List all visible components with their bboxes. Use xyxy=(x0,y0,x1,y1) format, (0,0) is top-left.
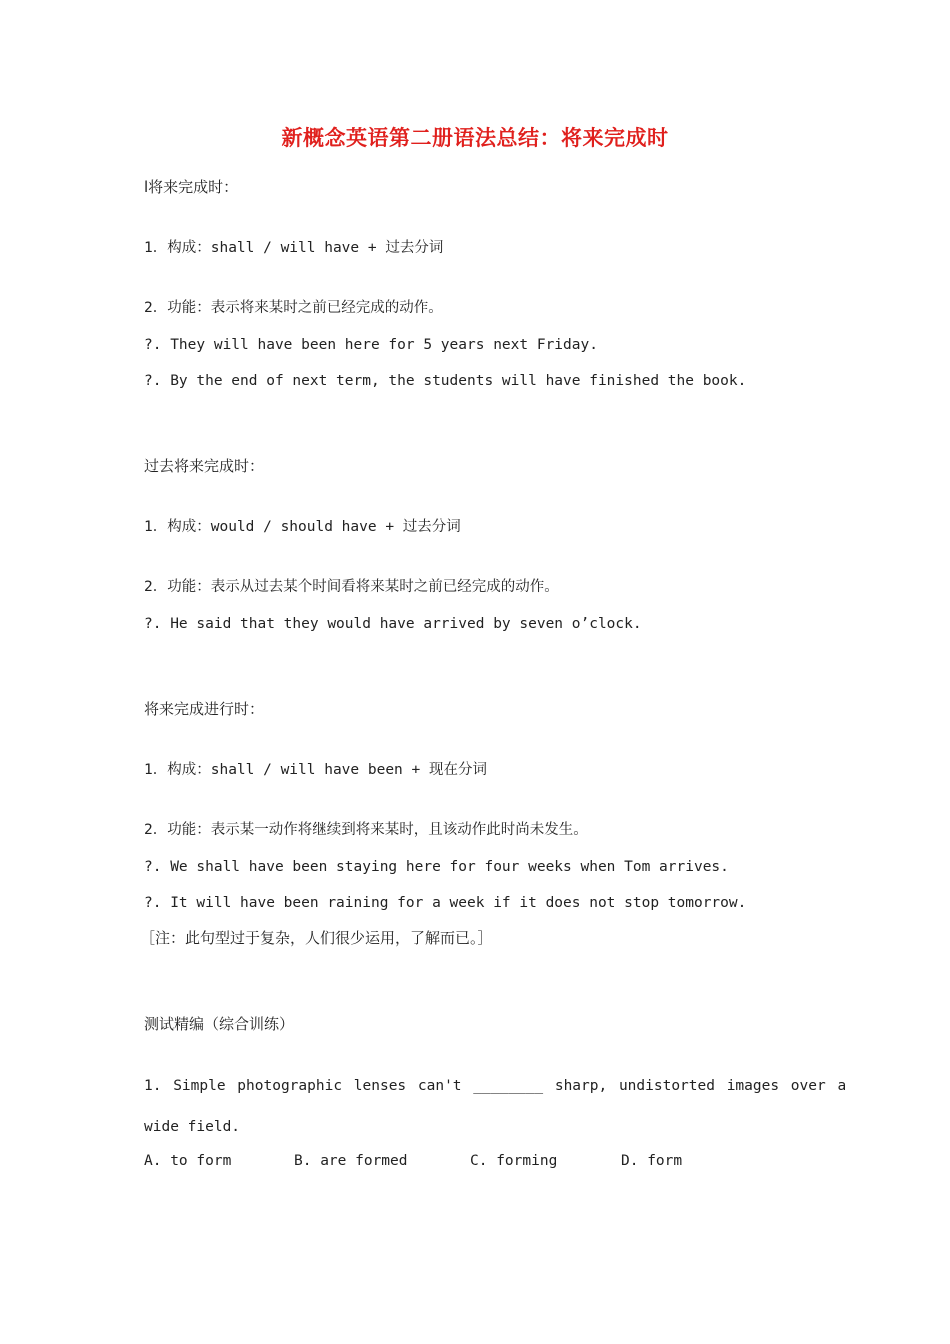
structure-line: 1．构成：would / should have + 过去分词 xyxy=(144,519,461,535)
function-line: 2．功能：表示将来某时之前已经完成的动作。 xyxy=(144,300,443,316)
option-a: A. to form xyxy=(144,1153,232,1169)
exercise-heading: 测试精编（综合训练） xyxy=(144,1015,295,1033)
example-sentence: ?. We shall have been staying here for four weeks when Tom arrives. xyxy=(144,859,729,875)
example-sentence: ?. It will have been raining for a week if it does not stop tomorrow. xyxy=(144,895,747,911)
section-heading-future-perfect-continuous: 将来完成进行时： xyxy=(144,700,265,718)
document-title: 新概念英语第二册语法总结：将来完成时 xyxy=(281,126,669,150)
option-b: B. are formed xyxy=(294,1153,408,1169)
example-sentence: ?. He said that they would have arrived by seven o’clock. xyxy=(144,616,642,632)
section-heading-future-perfect: l将来完成时： xyxy=(144,178,239,196)
function-line: 2．功能：表示某一动作将继续到将来某时，且该动作此时尚未发生。 xyxy=(144,822,588,838)
example-sentence: ?. By the end of next term, the students will have finished the book. xyxy=(144,373,747,389)
option-d: D. form xyxy=(621,1153,683,1169)
example-sentence: ?. They will have been here for 5 years next Friday. xyxy=(144,337,598,353)
function-line: 2．功能：表示从过去某个时间看将来某时之前已经完成的动作。 xyxy=(144,579,559,595)
question-text-continued: wide field. xyxy=(144,1119,241,1135)
question-text: 1. Simple photographic lenses can't ________ sharp, undistorted images over a xyxy=(144,1078,847,1094)
section-heading-past-future-perfect: 过去将来完成时： xyxy=(144,457,265,475)
structure-line: 1．构成：shall / will have been + 现在分词 xyxy=(144,762,487,778)
note-text: ［注：此句型过于复杂，人们很少运用，了解而已。］ xyxy=(140,929,493,947)
option-c: C. forming xyxy=(470,1153,558,1169)
structure-line: 1．构成：shall / will have + 过去分词 xyxy=(144,240,444,256)
